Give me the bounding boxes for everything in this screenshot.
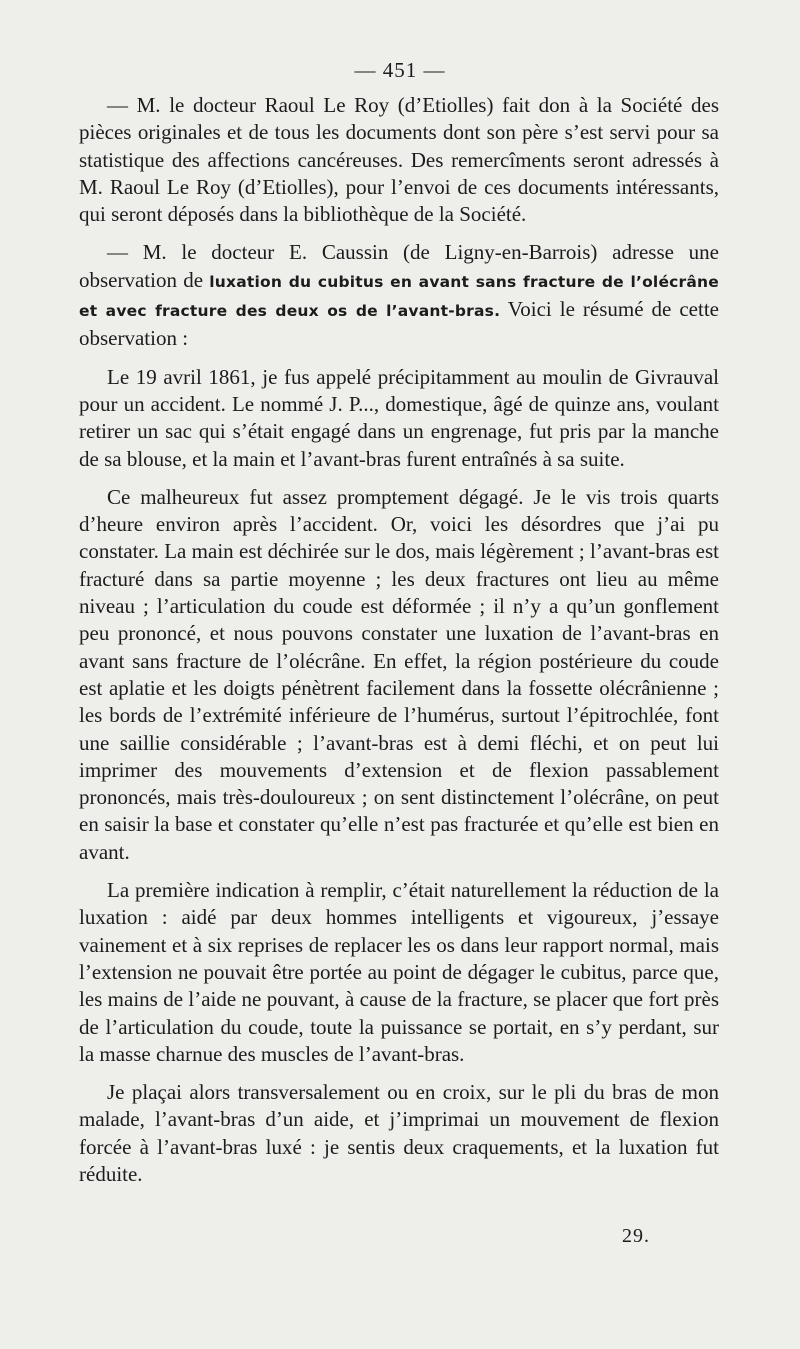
page-number: — 451 — xyxy=(354,58,446,82)
paragraph-caussin-start: — M. le docteur E. Caussin (de Ligny-en-Barrois) adresse une observation de xyxy=(79,240,719,292)
paragraph-reduction-attempt: La première indication à remplir, c’était naturellement la réduction de la luxation : aidé par deux hommes intelligents et vigoureux, j’essaye vainement et à six reprises de replacer les os dans leur rapport normal, mais l’extension ne pouvait être portée au point de dégager le cubitus, parce que, les mains de l’aide ne pouvant, à cause de la fracture, se placer que fort près de l’articulation du coude, toute la puissance se portait, en s’y perdant, sur la masse charnue des muscles de l’avant-bras. xyxy=(79,878,719,1066)
paragraph-examination: Ce malheureux fut assez promptement dégagé. Je le vis trois quarts d’heure environ après l’accident. Or, voici les désordres que j’ai pu constater. La main est déchirée sur le dos, mais légèrement ; l’avant-bras est fracturé dans sa partie moyenne ; les deux fractures ont lieu au même niveau ; l’articulation du coude est déformée ; il n’y a qu’un gonflement peu prononcé, et nous pouvons constater une luxation de l’avant-bras en avant sans fracture de l’olécrâne. En effet, la région postérieure du coude est aplatie et les doigts pénètrent facilement dans la fossette olécrânienne ; les bords de l’extrémité inférieure de l’humérus, surtout l’épitrochlée, font une saillie considérable ; l’avant-bras est à demi fléchi, et on peut lui imprimer des mouvements d’extension et de flexion passablement prononcés, mais très-douloureux ; on sent distinctement l’olécrâne, on peut en saisir la base et constater qu’elle n’est pas fracturée et qu’elle est bien en avant. xyxy=(79,484,719,864)
observation-title: luxation du cubitus en avant sans fracture de l’olécrâne et avec fracture des deux os de l’avant-bras. xyxy=(79,272,719,321)
paragraph-reduction: Je plaçai alors transversalement ou en croix, sur le pli du bras de mon malade, l’avant-bras d’un aide, et j’imprimai un mouvement de flexion forcée à l’avant-bras luxé : je sentis deux craquements, et la luxation fut réduite. xyxy=(79,1080,719,1186)
paragraph-caussin-end: Voici le résumé de cette observation : xyxy=(79,297,719,351)
signature-mark: 29. xyxy=(622,1225,650,1247)
paragraph-accident: Le 19 avril 1861, je fus appelé précipitamment au moulin de Givrauval pour un accident. Le nommé J. P..., domestique, âgé de quinze ans, voulant retirer un sac qui s’était engagé dans un engrenage, fut pris par la manche de sa blouse, et la main et l’avant-bras furent entraînés à sa suite. xyxy=(79,364,719,471)
body-text xyxy=(79,92,719,1188)
paragraph-caussin xyxy=(79,239,719,352)
paragraph-donation: — M. le docteur Raoul Le Roy (d’Etiolles) fait don à la Société des pièces originales et de tous les documents dont son père s’est servi pour sa statistique des affections cancéreuses. Des remercîments seront adressés à M. Raoul Le Roy (d’Etiolles), pour l’envoi de ces documents intéressants, qui seront déposés dans la bibliothèque de la Société. xyxy=(79,93,719,227)
